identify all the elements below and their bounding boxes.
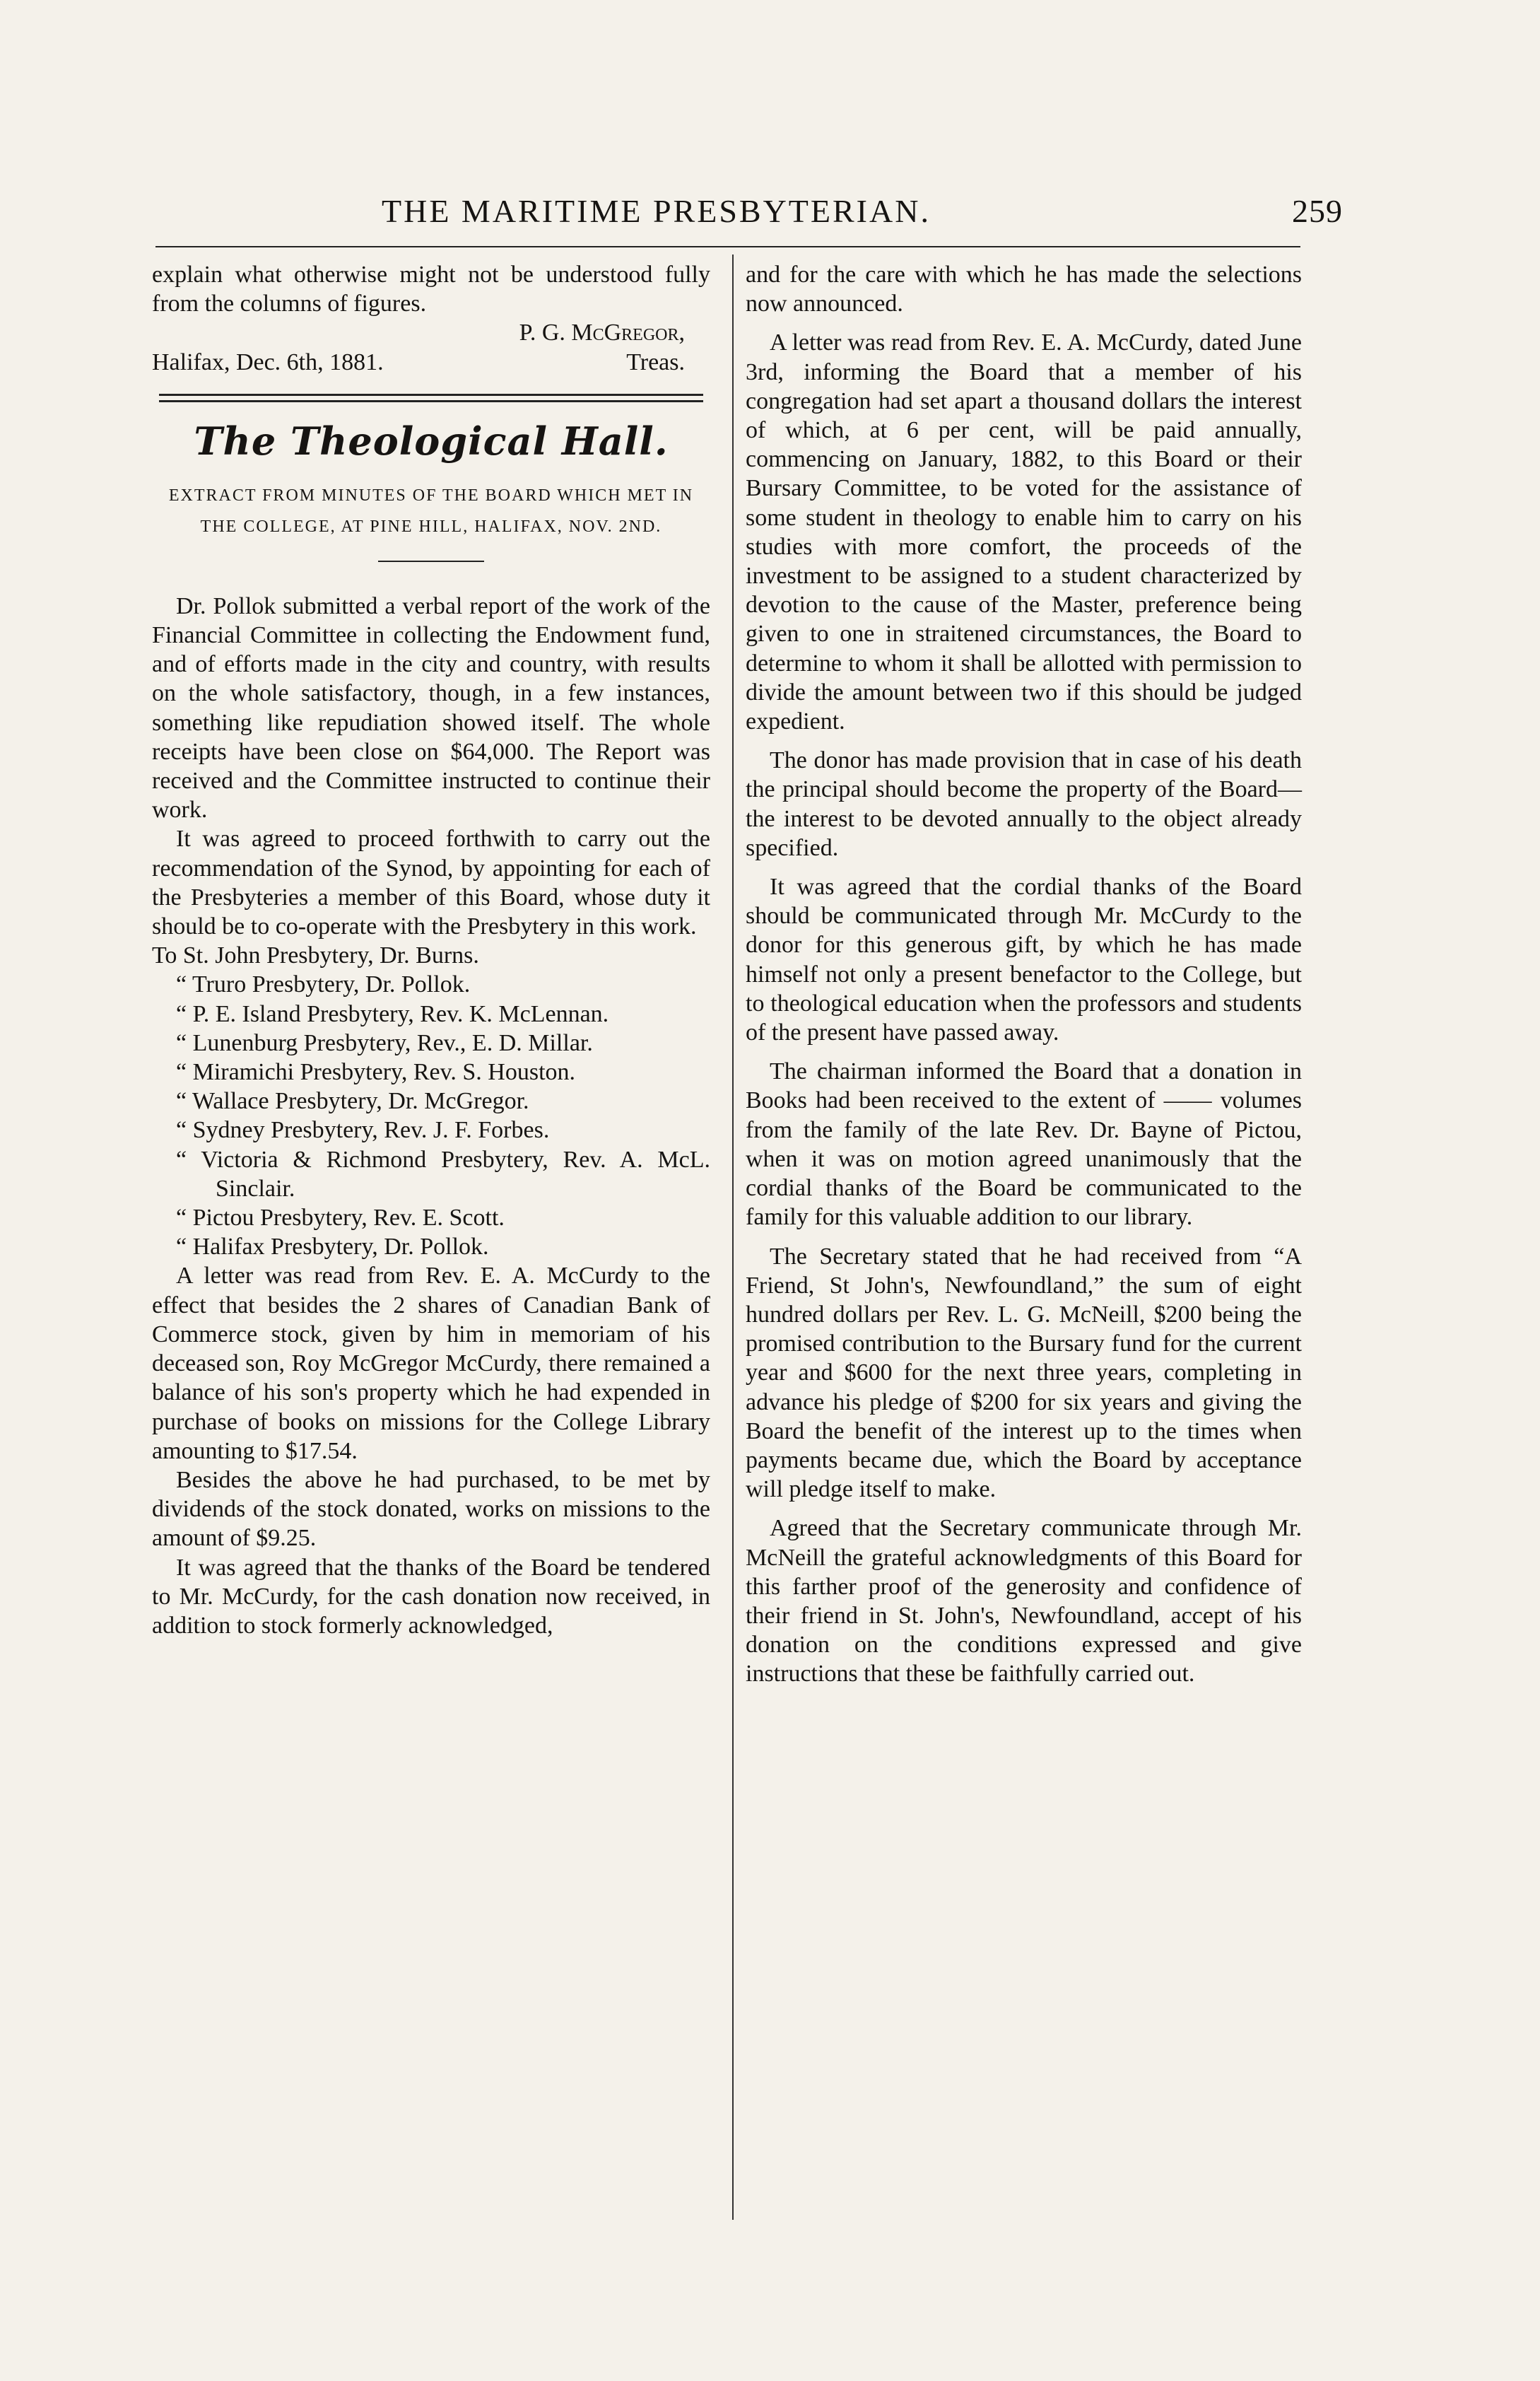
list-item: “ Lunenburg Presbytery, Rev., E. D. Millar. xyxy=(176,1029,593,1056)
paragraph: It was agreed to proceed forthwith to carry out the recommendation of the Synod, by appointing for each of the Presbyteries a member of this Board, whose duty it should be to co-operate with the Presbytery in this work. xyxy=(152,826,710,940)
list-item: “ Victoria & Richmond Presbytery, Rev. A. McL. Sinclair. xyxy=(176,1146,710,1202)
section-heading: The Theological Hall. xyxy=(194,418,669,464)
page-number: 259 xyxy=(1292,193,1343,229)
list-item: “ Halifax Presbytery, Dr. Pollok. xyxy=(176,1234,489,1260)
presbytery-list xyxy=(152,941,710,1261)
paragraph: Dr. Pollok submitted a verbal report of the work of the Financial Committee in collecting the Endowment fund, and of efforts made in the city and country, with results on the whole satisfactory, though, in a few instances, something like repudiation showed itself. The whole receipts have been close on $64,000. The Report was received and the Committee instructed to continue their work. xyxy=(152,592,710,824)
journal-title: THE MARITIME PRESBYTERIAN. xyxy=(382,193,931,229)
list-item: “ Wallace Presbytery, Dr. McGregor. xyxy=(176,1088,529,1115)
header-rule xyxy=(155,246,1300,247)
list-item: “ P. E. Island Presbytery, Rev. K. McLennan. xyxy=(176,1000,609,1027)
paragraph: Agreed that the Secretary communicate through Mr. McNeill the grateful acknowledgments of this Board for this farther proof of the generosity and confidence of their friend in St. John's, Newfoundland, accept of his donation on the conditions expressed and give instructions that these be faithfully carried out. xyxy=(746,1515,1302,1687)
list-item: “ Truro Presbytery, Dr. Pollok. xyxy=(176,971,471,998)
paragraph: It was agreed that the thanks of the Board be tendered to Mr. McCurdy, for the cash donation now received, in addition to stock formerly acknowledged, xyxy=(152,1554,710,1639)
list-item: To St. John Presbytery, Dr. Burns. xyxy=(152,942,479,969)
column-divider xyxy=(732,255,734,2220)
paragraph: The chairman informed the Board that a donation in Books had been received to the extent of —— volumes from the family of the late Rev. Dr. Bayne of Pictou, when it was on motion agreed unanimously that the cordial thanks of the Board be communicated to the family for this valuable addition to our library. xyxy=(746,1058,1302,1231)
paragraph: and for the care with which he has made the selections now announced. xyxy=(746,262,1302,317)
double-rule xyxy=(159,394,703,402)
paragraph: Besides the above he had purchased, to be met by dividends of the stock donated, works on missions to the amount of $9.25. xyxy=(152,1466,710,1552)
paragraph: It was agreed that the cordial thanks of the Board should be communicated through Mr. McCurdy to the donor for this generous gift, by which he has made himself not only a present benefactor to the College, but to theological education when the professors and students of the present have passed away. xyxy=(746,874,1302,1046)
signature-title: Treas. xyxy=(626,349,685,375)
running-head xyxy=(233,192,1343,242)
list-item: “ Pictou Presbytery, Rev. E. Scott. xyxy=(176,1205,505,1232)
list-item: “ Miramichi Presbytery, Rev. S. Houston. xyxy=(176,1059,576,1086)
extract-heading: EXTRACT FROM MINUTES OF THE BOARD WHICH MET IN THE COLLEGE, AT PINE HILL, HALIFAX, NOV. 2ND. xyxy=(168,486,694,536)
signature-line xyxy=(152,348,710,377)
opening-text: explain what otherwise might not be understood fully from the columns of figures. xyxy=(152,262,710,317)
left-column xyxy=(152,260,710,1640)
paragraph: A letter was read from Rev. E. A. McCurdy to the effect that besides the 2 shares of Canadian Bank of Commerce stock, given by him in memoriam of his deceased son, Roy McGregor McCurdy, there remained a balance of his son's property which he had expended in purchase of books on missions for the College Library amounting to $17.54. xyxy=(152,1263,710,1464)
signature-name: P. G. McGregor, xyxy=(519,320,685,346)
short-rule xyxy=(378,561,484,562)
right-column xyxy=(746,260,1302,1689)
paragraph: The donor has made provision that in case of his death the principal should become the property of the Board—the interest to be devoted annually to the object already specified. xyxy=(746,747,1302,861)
paragraph: The Secretary stated that he had received from “A Friend, St John's, Newfoundland,” the sum of eight hundred dollars per Rev. L. G. McNeill, $200 being the promised contribution to the Bursary fund for the current year and $600 for the next three years, completing in advance his pledge of $200 for six years and giving the Board the benefit of the interest up to the times when payments became due, which the Board by acceptance will pledge itself to make. xyxy=(746,1243,1302,1503)
list-item: “ Sydney Presbytery, Rev. J. F. Forbes. xyxy=(176,1117,550,1144)
paragraph: A letter was read from Rev. E. A. McCurdy, dated June 3rd, informing the Board that a member of his congregation had set apart a thousand dollars the interest of which, at 6 per cent, will be paid annually, commencing on January, 1882, to this Board or their Bursary Committee, to be voted for the assistance of some student in theology to enable him to carry on his studies with more comfort, the proceeds of the investment to be assigned to a student characterized by devotion to the cause of the Master, preference being given to one in straitened circumstances, the Board to determine to whom it shall be allotted with permission to divide the amount between two if this should be judged expedient. xyxy=(746,329,1302,735)
signature-place-date: Halifax, Dec. 6th, 1881. xyxy=(152,349,384,375)
